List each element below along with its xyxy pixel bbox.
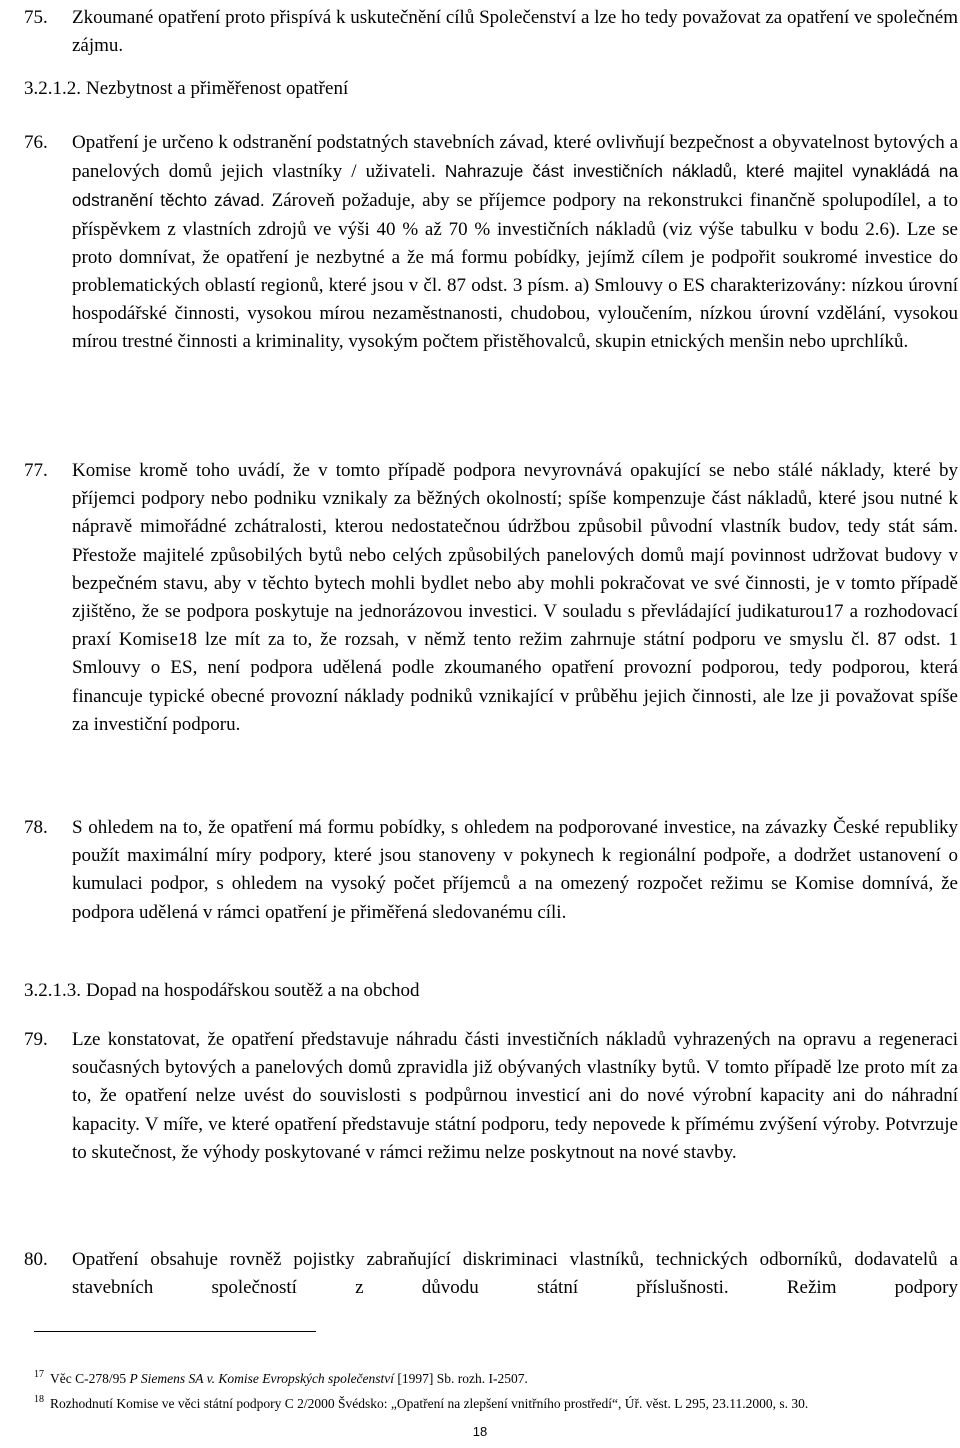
paragraph-number: 75. bbox=[24, 7, 48, 28]
paragraph-text: Zkoumané opatření proto přispívá k uskutečnění cílů Společenství a lze ho tedy považovat za opatření ve společném zájmu. bbox=[72, 7, 958, 57]
paragraph-text: Komise kromě toho uvádí, že v tomto případě podpora nevyrovnává opakující se nebo stálé náklady, které by příjemci podpory nebo podniku vznikaly za běžných okolností; spíše kompenzuje část nákladů, které jsou nutné k nápravě mimořádné zchátralosti, kterou nedostatečnou údržbou způsobil původní vlastník budov, tedy stát sám. Přestože majitelé způsobilých bytů nebo celých způsobilých panelových domů mají povinnost udržovat budovy v bezpečném stavu, aby v těchto bytech mohli bydlet nebo aby mohli pokračovat ve své činnosti, je v tomto případě zjištěno, že se podpora poskytuje na jednorázovou investici. V souladu s převládající judikaturou17 a rozhodovací praxí Komise18 lze mít za to, že rozsah, v němž tento režim zahrnuje státní podporu ve smyslu čl. 87 odst. 1 Smlouvy o ES, není podpora udělená podle zkoumaného opatření provozní podporou, tedy podporou, která financuje typické obecné provozní náklady podniků vznikající v průběhu jejich činnosti, ale lze ji považovat spíše za investiční podporu. bbox=[72, 460, 958, 735]
footnote-text: Věc C-278/95 bbox=[50, 1371, 130, 1386]
paragraph-78 bbox=[24, 814, 958, 927]
paragraph-text bbox=[72, 129, 958, 357]
footnote-text: Rozhodnutí Komise ve věci státní podpory C 2/2000 Švédsko: „Opatření na zlepšení vnitřního prostředí“, Úř. věst. L 295, 23.11.2000, s. 30. bbox=[50, 1396, 809, 1411]
paragraph-text: S ohledem na to, že opatření má formu pobídky, s ohledem na podporované investice, na závazky České republiky použít maximální míry podpory, které jsou stanoveny v pokynech k regionální podpoře, a dodržet ustanovení o kumulaci podpor, s ohledem na vysoký počet příjemců a na omezený rozpočet režimu se Komise domnívá, že podpora udělená v rámci opatření je přiměřená sledovanému cíli. bbox=[72, 817, 958, 923]
section-number: 3.2.1.2. bbox=[24, 78, 81, 99]
paragraph-77 bbox=[24, 457, 958, 739]
paragraph-text: Opatření obsahuje rovněž pojistky zabraňující diskriminaci vlastníků, technických odborníků, dodavatelů a stavebních společností z důvodu státní příslušnosti. Režim podpory bbox=[72, 1249, 958, 1299]
page-number: 18 bbox=[472, 1424, 488, 1439]
paragraph-text: Lze konstatovat, že opatření představuje náhradu části investičních nákladů vyhrazených na opravu a regeneraci současných bytových a panelových domů zpravidla již obývaných vlastníky bytů. V tomto případě lze proto mít za to, že opatření nelze uvést do souvislosti s podpůrnou investicí ani do nové výrobní kapacity ani do náhradní kapacity. V míře, ve které opatření představuje státní podporu, tedy nepovede k přímému zvýšení výroby. Potvrzuje to skutečnost, že výhody poskytované v rámci režimu nelze poskytnout na nové stavby. bbox=[72, 1029, 958, 1163]
paragraph-text-part: Lze se proto domnívat, že opatření je nezbytné a že má formu pobídky, jejímž cílem je podpořit soukromé investice do problematických oblastí regionů, které jsou v čl. 87 odst. 3 písm. a) Smlouvy o ES charakterizovány: nízkou úrovní hospodářské činnosti, vysokou mírou nezaměstnanosti, chudobou, vyloučením, nízkou úrovní vzdělání, vysokou mírou trestné činnosti a kriminality, vysokým počtem přistěhovalců, skupin etnických menšin nebo uprchlíků. bbox=[72, 218, 958, 353]
section-title: Dopad na hospodářskou soutěž a na obchod bbox=[86, 980, 420, 1001]
paragraph-number: 79. bbox=[24, 1029, 48, 1050]
paragraph-79 bbox=[24, 1026, 958, 1167]
footnote-18 bbox=[34, 1391, 808, 1413]
paragraph-number: 77. bbox=[24, 460, 48, 481]
paragraph-80 bbox=[24, 1246, 958, 1302]
footnote-mark: 17 bbox=[34, 1369, 44, 1380]
footnote-mark: 18 bbox=[34, 1394, 44, 1405]
footnote-17 bbox=[34, 1366, 528, 1388]
paragraph-76 bbox=[24, 129, 958, 357]
section-title: Nezbytnost a přiměřenost opatření bbox=[86, 78, 349, 99]
paragraph-75 bbox=[24, 4, 958, 60]
paragraph-text-part: Nahrazuje část investičních nákladů, které majitel vynakládá na odstranění těchto závad. bbox=[72, 161, 958, 211]
paragraph-text-part: Zároveň požaduje, aby se příjemce podpory na rekonstrukci finančně spolupodílel, a to příspěvkem z vlastních zdrojů ve výši 40 % až 70 % investičních nákladů (viz výše tabulku v bodu 2.6). bbox=[72, 190, 958, 240]
section-number: 3.2.1.3. bbox=[24, 980, 81, 1001]
paragraph-number: 76. bbox=[24, 132, 48, 153]
paragraph-text-part: Opatření je určeno k odstranění podstatných stavebních závad, které ovlivňují bezpečnost a obyvatelnost bytových a panelových domů jejich vlastníky / uživateli. bbox=[72, 132, 958, 183]
paragraph-number: 80. bbox=[24, 1249, 48, 1270]
section-heading-3-2-1-3 bbox=[24, 977, 419, 1005]
paragraph-number: 78. bbox=[24, 817, 48, 838]
footnote-text: [1997] Sb. rozh. I-2507. bbox=[394, 1371, 528, 1386]
section-heading-3-2-1-2 bbox=[24, 75, 348, 103]
footnote-separator bbox=[34, 1331, 316, 1332]
footnote-case-name: P Siemens SA v. Komise Evropských společenství bbox=[129, 1371, 395, 1386]
